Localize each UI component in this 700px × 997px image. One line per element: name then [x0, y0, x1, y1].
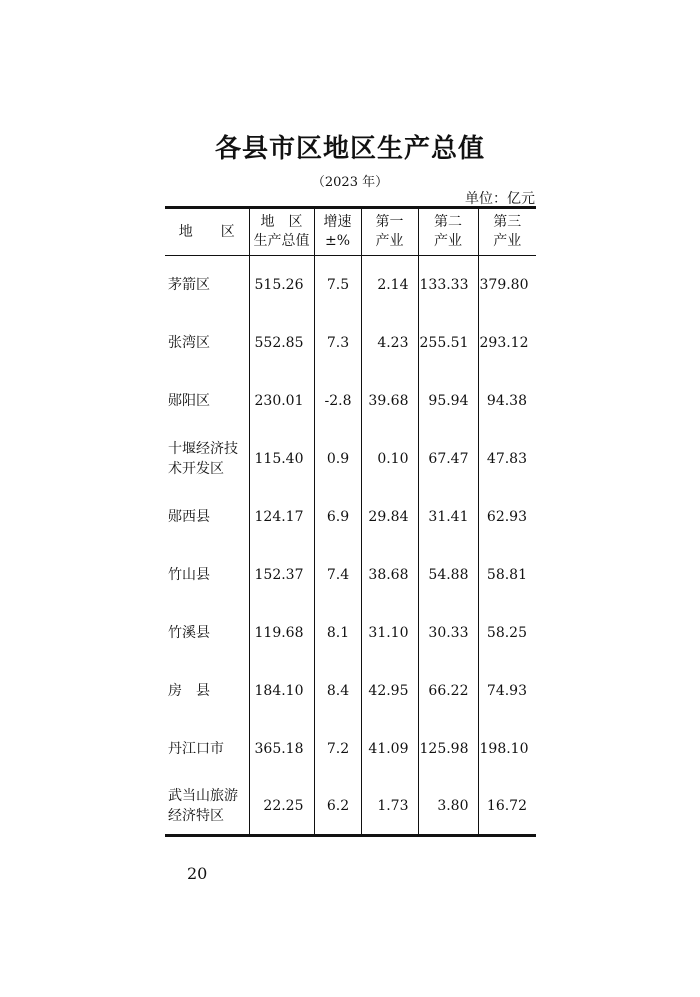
- region-cell: 竹溪县: [168, 624, 210, 641]
- gdp-cell: 184.10: [249, 662, 314, 720]
- secondary-cell: 67.47: [418, 430, 478, 488]
- header-primary-line2: 产业: [375, 233, 404, 249]
- primary-cell: 4.23: [361, 314, 418, 372]
- table-row: [165, 314, 536, 372]
- table-body: [165, 256, 536, 836]
- table-row: [165, 604, 536, 662]
- table-row: [165, 430, 536, 488]
- header-tertiary-line2: 产业: [493, 233, 522, 249]
- region-cell: 丹江口市: [168, 740, 224, 757]
- tertiary-cell: 62.93: [478, 488, 536, 546]
- header-row: [165, 208, 536, 256]
- table-row: [165, 778, 536, 836]
- table-row: [165, 720, 536, 778]
- growth-cell: 6.2: [314, 778, 361, 836]
- header-gdp: [249, 208, 314, 256]
- header-growth-line2: ±%: [324, 233, 351, 249]
- growth-cell: 8.1: [314, 604, 361, 662]
- page-number: 20: [187, 864, 208, 883]
- secondary-cell: 54.88: [418, 546, 478, 604]
- table-row: [165, 662, 536, 720]
- header-tertiary-line1: 第三: [493, 214, 522, 230]
- region-cell: 房 县: [168, 682, 210, 699]
- tertiary-cell: 293.12: [478, 314, 536, 372]
- growth-cell: -2.8: [314, 372, 361, 430]
- table-row: [165, 488, 536, 546]
- table-row: [165, 372, 536, 430]
- gdp-cell: 119.68: [249, 604, 314, 662]
- tertiary-cell: 379.80: [478, 256, 536, 314]
- header-region: [165, 208, 249, 256]
- primary-cell: 0.10: [361, 430, 418, 488]
- primary-cell: 31.10: [361, 604, 418, 662]
- tertiary-cell: 198.10: [478, 720, 536, 778]
- header-growth: [314, 208, 361, 256]
- tertiary-cell: 94.38: [478, 372, 536, 430]
- region-cell: 竹山县: [168, 566, 210, 583]
- secondary-cell: 3.80: [418, 778, 478, 836]
- gdp-cell: 152.37: [249, 546, 314, 604]
- table-row: [165, 256, 536, 314]
- table-row: [165, 546, 536, 604]
- tertiary-cell: 16.72: [478, 778, 536, 836]
- region-cell: 武当山旅游经济特区: [168, 787, 238, 824]
- table-header: [165, 208, 536, 256]
- header-primary-line1: 第一: [375, 214, 404, 230]
- growth-cell: 6.9: [314, 488, 361, 546]
- tertiary-cell: 47.83: [478, 430, 536, 488]
- region-cell: 郧阳区: [168, 392, 210, 409]
- region-cell: 茅箭区: [168, 276, 210, 293]
- growth-cell: 8.4: [314, 662, 361, 720]
- growth-cell: 7.4: [314, 546, 361, 604]
- growth-cell: 0.9: [314, 430, 361, 488]
- header-gdp-line1: 地 区: [260, 214, 303, 230]
- page-title: 各县市区地区生产总值: [214, 134, 485, 164]
- header-primary: [361, 208, 418, 256]
- gdp-cell: 515.26: [249, 256, 314, 314]
- secondary-cell: 31.41: [418, 488, 478, 546]
- gdp-cell: 230.01: [249, 372, 314, 430]
- region-cell: 郧西县: [168, 508, 210, 525]
- primary-cell: 29.84: [361, 488, 418, 546]
- growth-cell: 7.5: [314, 256, 361, 314]
- gdp-cell: 552.85: [249, 314, 314, 372]
- secondary-cell: 125.98: [418, 720, 478, 778]
- primary-cell: 41.09: [361, 720, 418, 778]
- growth-cell: 7.3: [314, 314, 361, 372]
- header-tertiary: [478, 208, 536, 256]
- gdp-cell: 365.18: [249, 720, 314, 778]
- gdp-cell: 115.40: [249, 430, 314, 488]
- tertiary-cell: 74.93: [478, 662, 536, 720]
- gdp-table: [165, 206, 536, 837]
- primary-cell: 42.95: [361, 662, 418, 720]
- header-secondary-line2: 产业: [434, 233, 462, 249]
- header-gdp-line2: 生产总值: [253, 233, 310, 249]
- primary-cell: 2.14: [361, 256, 418, 314]
- primary-cell: 39.68: [361, 372, 418, 430]
- secondary-cell: 66.22: [418, 662, 478, 720]
- header-secondary-line1: 第二: [434, 214, 462, 230]
- region-cell: 十堰经济技术开发区: [168, 440, 238, 477]
- region-cell: 张湾区: [168, 334, 210, 351]
- gdp-cell: 124.17: [249, 488, 314, 546]
- primary-cell: 38.68: [361, 546, 418, 604]
- year-subtitle: （2023 年）: [311, 175, 389, 190]
- gdp-cell: 22.25: [249, 778, 314, 836]
- header-secondary: [418, 208, 478, 256]
- primary-cell: 1.73: [361, 778, 418, 836]
- header-growth-line1: 增速: [323, 214, 352, 230]
- growth-cell: 7.2: [314, 720, 361, 778]
- header-region-label: 地 区: [178, 223, 235, 240]
- unit-label: 单位：亿元: [465, 191, 535, 207]
- secondary-cell: 255.51: [418, 314, 478, 372]
- secondary-cell: 95.94: [418, 372, 478, 430]
- secondary-cell: 30.33: [418, 604, 478, 662]
- tertiary-cell: 58.25: [478, 604, 536, 662]
- tertiary-cell: 58.81: [478, 546, 536, 604]
- secondary-cell: 133.33: [418, 256, 478, 314]
